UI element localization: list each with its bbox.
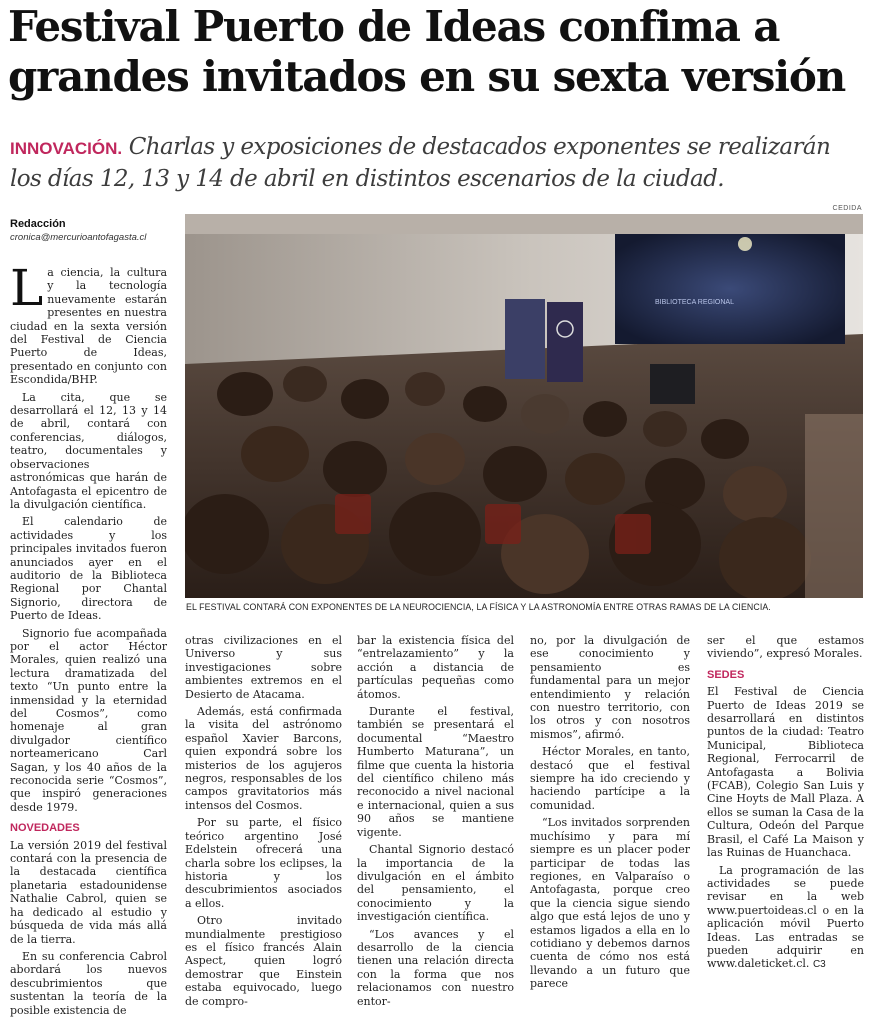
column-4 xyxy=(530,634,690,995)
paragraph: otras civilizaciones en el Universo y sus investigaciones sobre ambientes extremos en el Desierto de Atacama. xyxy=(185,634,342,701)
paragraph xyxy=(707,864,864,972)
paragraph: Otro invitado mundialmente prestigioso es el físico francés Alain Aspect, quien logró demostrar que Einstein estaba equivocado, luego de compro- xyxy=(185,914,342,1008)
paragraph: Por su parte, el físico teórico argentino José Edelstein ofrecerá una charla sobre los eclipses, la historia y los descubrimientos asociados a ellos. xyxy=(185,816,342,910)
paragraph: La cita, que se desarrollará el 12, 13 y 14 de abril, contará con conferencias, diálogos, teatro, documentales y observaciones astronómicas que harán de Antofagasta el epicentro de la divulgación científica. xyxy=(10,390,167,511)
subheadline xyxy=(10,132,860,194)
author-email: cronica@mercurioantofagasta.cl xyxy=(10,232,147,243)
section-heading-novedades: NOVEDADES xyxy=(10,822,80,835)
drop-cap: L xyxy=(10,259,44,317)
column-3 xyxy=(357,634,514,1012)
lead-text: a ciencia, la cultura y la tecnología nuevamente estarán presentes en nuestra ciudad en la sexta versión del Festival de Ciencia Puerto de Ideas, presentado en conjunto con Escondida/BHP. xyxy=(10,266,167,387)
column-1 xyxy=(10,259,167,1021)
paragraph: Héctor Morales, en tanto, destacó que el festival siempre ha ido creciendo y haciendo partícipe a la comunidad. xyxy=(530,745,690,812)
paragraph: “Los avances y el desarrollo de la ciencia tienen una relación directa con la forma que nos relacionamos con nuestro entor- xyxy=(357,927,514,1008)
screen-text: BIBLIOTECA REGIONAL xyxy=(655,299,734,306)
paragraph: La versión 2019 del festival contará con la presencia de la destacada científica planetaria estadounidense Nathalie Cabrol, quien se ha dedicado al estudio y búsqueda de vida más allá de la tierra. xyxy=(10,838,167,946)
paragraph: Chantal Signorio destacó la importancia de la divulgación en el ámbito del pensamiento, el conocimiento y la investigación científica. xyxy=(357,843,514,924)
paragraph-text: La programación de las actividades se puede revisar en la web www.puertoideas.cl o en la aplicación móvil Puerto Ideas. Las entradas se pueden adquirir en www.daleticket.cl. xyxy=(707,863,864,971)
column-2 xyxy=(185,634,342,1012)
paragraph: El calendario de actividades y los principales invitados fueron anunciados ayer en el auditorio de la Biblioteca Regional por Chantal Signorio, directora de Puerto de Ideas. xyxy=(10,515,167,623)
author-name: Redacción xyxy=(10,218,66,230)
article-photo xyxy=(185,214,863,598)
paragraph: ser el que estamos viviendo”, expresó Morales. xyxy=(707,634,864,661)
photo-credit: CEDIDA xyxy=(832,205,862,212)
banner-right xyxy=(547,302,583,382)
paragraph: Además, está confirmada la visita del astrónomo español Xavier Barcons, quien expondrá sobre los misterios de los agujeros negros, responsables de los campos gravitatorios más intensos del Cosmos. xyxy=(185,705,342,812)
paragraph: no, por la divulgación de ese conocimiento y pensamiento es fundamental para un mejor entendimiento y relación con nuestro territorio, con los otros y con nosotros mismos”, afirmó. xyxy=(530,634,690,741)
paragraph: En su conferencia Cabrol abordará los nuevos descubrimientos que sustentan la teoría de la posible existencia de xyxy=(10,949,167,1017)
banner-left xyxy=(505,299,545,379)
section-heading-sedes: SEDES xyxy=(707,668,745,681)
projection-screen xyxy=(615,234,845,344)
headline: Festival Puerto de Ideas confima a grandes invitados en su sexta versión xyxy=(8,2,846,101)
paragraph: bar la existencia física del “entrelazamiento” y la acción a distancia de partículas pequeñas como átomos. xyxy=(357,634,514,701)
paragraph: “Los invitados sorprenden muchísimo y para mí siempre es un placer poder participar de todas las regiones, en Valparaíso o Antofagasta, porque creo que la ciencia sigue siendo algo que está lejos de uno y estamos ligados a ella en lo cotidiano y debemos darnos cuenta de cómo nos está llevando a un futuro que parece xyxy=(530,816,690,991)
section-kicker: INNOVACIÓN. xyxy=(10,139,123,158)
lead-paragraph xyxy=(10,259,167,387)
photo-caption: EL FESTIVAL CONTARÁ CON EXPONENTES DE LA NEUROCIENCIA, LA FÍSICA Y LA ASTRONOMÍA ENTRE OTRAS RAMAS DE LA CIENCIA. xyxy=(186,602,771,612)
byline xyxy=(10,218,178,243)
subheadline-text: Charlas y exposiciones de destacados exponentes se realizarán los días 12, 13 y 14 de abril en distintos escenarios de la ciudad. xyxy=(10,134,831,192)
auditorium-photo-illustration xyxy=(185,214,863,598)
column-5 xyxy=(707,634,864,976)
paragraph: Durante el festival, también se presentará el documental “Maestro Humberto Maturana”, un filme que cuenta la historia del científico chileno más reconocido a nivel nacional e internacional, quien a sus 90 años se mantiene vigente. xyxy=(357,705,514,839)
end-mark: C3 xyxy=(812,959,826,971)
paragraph: Signorio fue acompañada por el actor Héctor Morales, quien realizó una lectura dramatizada del texto “Un punto entre la inmensidad y la eternidad del Cosmos”, como homenaje al gran divulgador científico norteamericano Carl Sagan, y los 40 años de la reconocida serie “Cosmos”, que inspiró generaciones desde 1979. xyxy=(10,626,167,814)
paragraph: El Festival de Ciencia Puerto de Ideas 2019 se desarrollará en distintos puntos de la ciudad: Teatro Municipal, Biblioteca Regional, Ferrocarril de Antofagasta a Bolivia (FCAB), Colegio San Luis y Cine Hoyts de Mall Plaza. A ellos se suman la Casa de la Cultura, Odeón del Parque Brasil, el Café La Maison y las Ruinas de Huanchaca. xyxy=(707,685,864,860)
